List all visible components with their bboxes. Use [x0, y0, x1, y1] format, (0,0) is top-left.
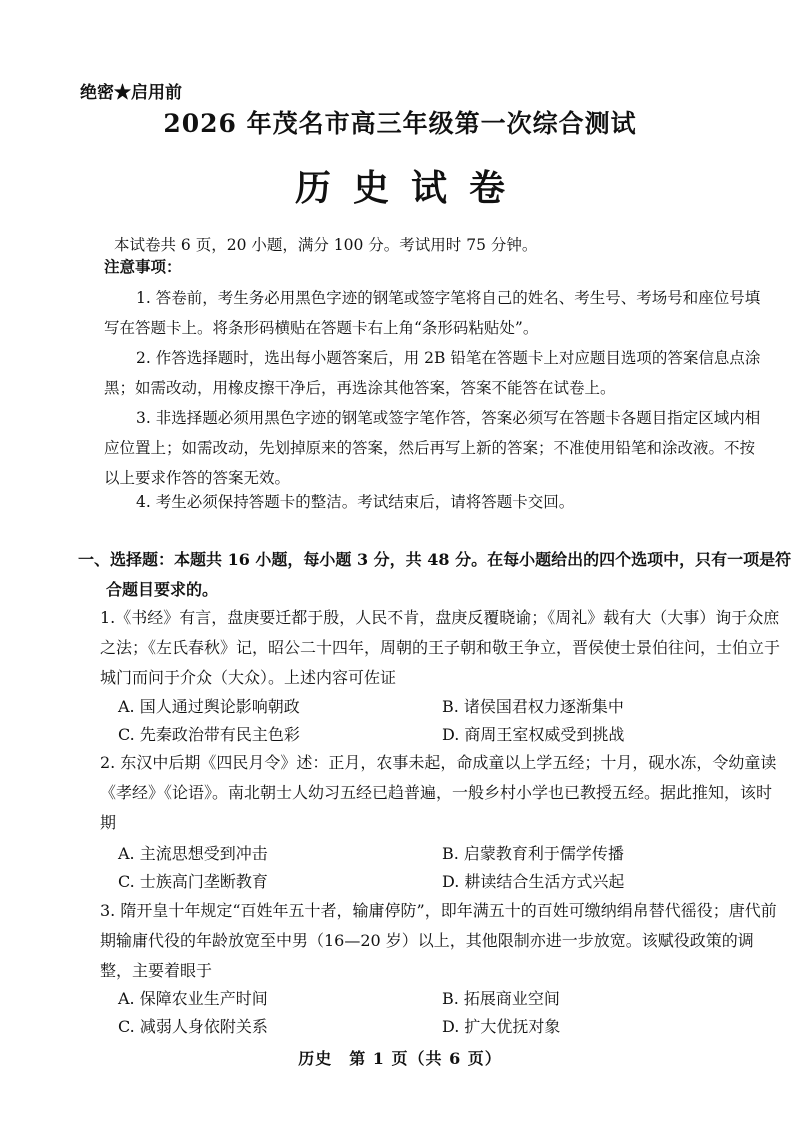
- question-2-option-b[interactable]: B. 启蒙教育利于儒学传播: [442, 844, 624, 863]
- question-1-option-d[interactable]: D. 商周王室权威受到挑战: [442, 725, 625, 744]
- question-2-option-a[interactable]: A. 主流思想受到冲击: [118, 844, 268, 863]
- question-3-option-d[interactable]: D. 扩大优抚对象: [442, 1017, 561, 1036]
- notice-item-4: 4. 考生必须保持答题卡的整洁。考试结束后，请将答题卡交回。: [136, 493, 575, 511]
- question-2-stem: 2. 东汉中后期《四民月令》述：正月，农事未起，命成童以上学五经；十月，砚水冻，令幼童读《孝经》《论语》。南北朝士人幼习五经已趋普遍，一般乡村小学也已教授五经。据此推知，该时期: [100, 753, 777, 832]
- question-1-option-c[interactable]: C. 先秦政治带有民主色彩: [118, 725, 300, 744]
- question-3-stem: 3. 隋开皇十年规定“百姓年五十者，输庸停防”，即年满五十的百姓可缴纳绢帛替代徭役；唐代前期输庸代役的年龄放宽至中男（16—20 岁）以上，其他限制亦进一步放宽。该赋役政策的调整，主要着眼于: [100, 901, 777, 980]
- question-2-option-d[interactable]: D. 耕读结合生活方式兴起: [442, 872, 625, 891]
- notice-item-3: 3. 非选择题必须用黑色字迹的钢笔或签字笔作答，答案必须写在答题卡各题目指定区域内相应位置上；如需改动，先划掉原来的答案，然后再写上新的答案；不准使用铅笔和涂改液。不按以上要求作答的答案无效。: [104, 409, 761, 487]
- notice-heading: 注意事项：: [104, 257, 182, 276]
- question-2-option-c[interactable]: C. 士族高门垄断教育: [118, 872, 268, 891]
- notice-item-1: 1. 答卷前，考生务必用黑色字迹的钢笔或签字笔将自己的姓名、考生号、考场号和座位号填写在答题卡上。将条形码横贴在答题卡右上角“条形码粘贴处”。: [104, 289, 761, 337]
- secret-label: 绝密★启用前: [80, 83, 182, 103]
- subject-title: 历史试卷: [294, 167, 527, 209]
- question-3-option-a[interactable]: A. 保障农业生产时间: [118, 989, 268, 1008]
- notice-item-2: 2. 作答选择题时，选出每小题答案后，用 2B 铅笔在答题卡上对应题目选项的答案信息点涂黑；如需改动，用橡皮擦干净后，再选涂其他答案，答案不能答在试卷上。: [104, 349, 761, 397]
- question-1-stem: 1.《书经》有言，盘庚要迁都于殷，人民不肯，盘庚反覆晓谕；《周礼》载有大（大事）询于众庶之法；《左氏春秋》记，昭公二十四年，周朝的王子朝和敬王争立，晋侯使士景伯往问，士伯立于城门而问于介众（大众）。上述内容可佐证: [100, 608, 781, 687]
- question-3-option-c[interactable]: C. 减弱人身依附关系: [118, 1017, 268, 1036]
- exam-title: 2026 年茂名市高三年级第一次综合测试: [163, 109, 637, 138]
- section-heading: 一、选择题：本题共 16 小题，每小题 3 分，共 48 分。在每小题给出的四个选项中，只有一项是符合题目要求的。: [78, 550, 792, 599]
- page-footer: 历史 第 1 页（共 6 页）: [298, 1049, 502, 1068]
- question-1-option-a[interactable]: A. 国人通过舆论影响朝政: [118, 697, 300, 716]
- question-3-option-b[interactable]: B. 拓展商业空间: [442, 989, 560, 1008]
- intro-text: 本试卷共 6 页，20 小题，满分 100 分。考试用时 75 分钟。: [114, 236, 538, 254]
- question-1-option-b[interactable]: B. 诸侯国君权力逐渐集中: [442, 697, 624, 716]
